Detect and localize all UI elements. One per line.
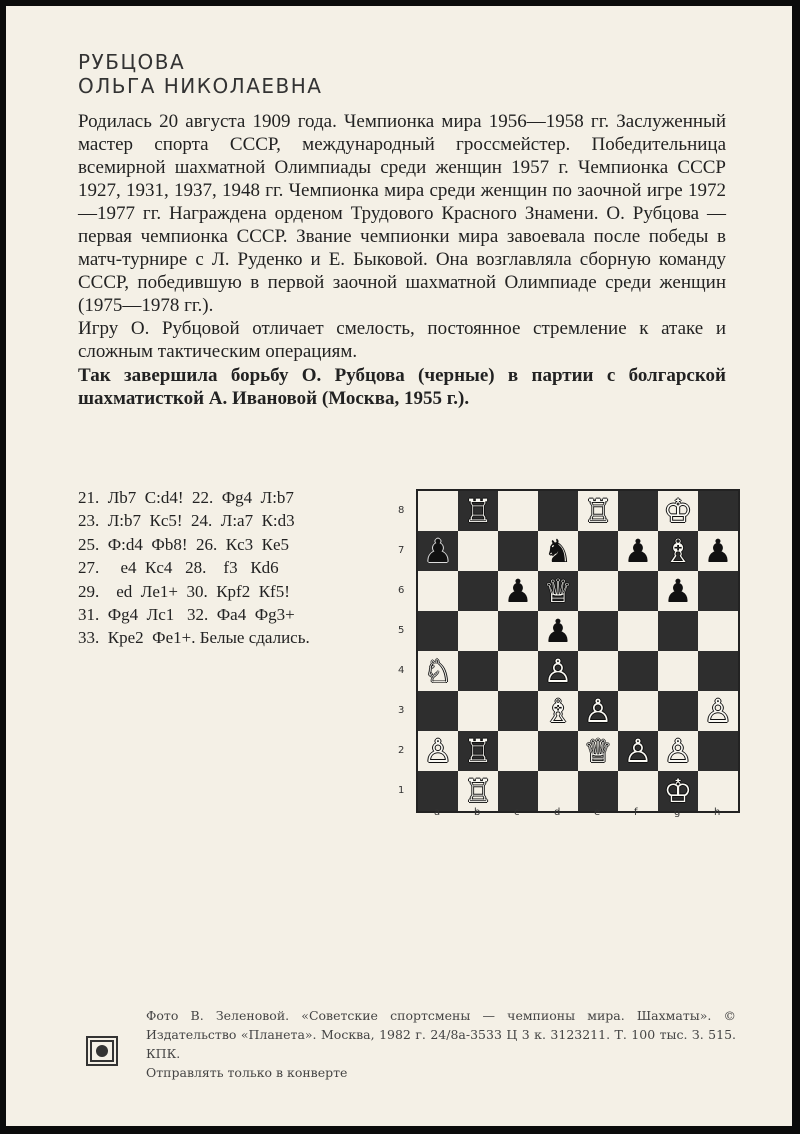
chess-piece-h7: ♟	[703, 532, 733, 570]
chess-piece-d6: ♕	[543, 572, 573, 610]
file-label: d	[554, 807, 561, 818]
bio-paragraph-2: Игру О. Рубцовой отличает смелость, постоянное стремление к атаке и сложным тактическим операциям.	[78, 318, 726, 362]
square-d1	[538, 771, 578, 811]
rank-label: 7	[398, 545, 405, 556]
square-e5	[578, 611, 618, 651]
chess-piece-e3: ♙	[583, 692, 613, 730]
game-intro: Так завершила борьбу О. Рубцова (черные) в партии с болгарской шахматисткой А. Ивановой (Москва, 1955 г.).	[78, 365, 726, 409]
chess-piece-h3: ♙	[703, 692, 733, 730]
file-label: g	[674, 807, 681, 818]
postcard-back	[6, 6, 792, 1126]
footer-mailing-note: Отправлять только в конверте	[146, 1065, 348, 1080]
square-d8	[538, 491, 578, 531]
square-a6	[418, 571, 458, 611]
square-e6	[578, 571, 618, 611]
chess-piece-g2: ♙	[663, 732, 693, 770]
chess-piece-g6: ♟	[663, 572, 693, 610]
square-a1	[418, 771, 458, 811]
footer-credits: Фото В. Зеленовой. «Советские спортсмены — чемпионы мира. Шахматы». © Издательство «Планета». Москва, 1982 г. 24/8а-3533 Ц 3 к. 3123211. Т. 100 тыс. З. 515. КПК.	[146, 1008, 736, 1061]
move-row: 33. Кpe2 Фe1+. Белые сдались.	[78, 628, 310, 648]
file-label: f	[634, 807, 638, 818]
move-row: 21. Лb7 С:d4! 22. Фg4 Л:b7	[78, 488, 294, 507]
square-g4	[658, 651, 698, 691]
square-b5	[458, 611, 498, 651]
chess-piece-b1: ♖	[463, 772, 493, 810]
square-g5	[658, 611, 698, 651]
square-f4	[618, 651, 658, 691]
rank-label: 8	[398, 505, 405, 516]
chess-diagram	[388, 481, 738, 826]
move-row: 31. Фg4 Лc1 32. Фa4 Фg3+	[78, 605, 295, 625]
move-row: 29. ed Лe1+ 30. Кpf2 Кf5!	[78, 581, 290, 601]
surname-heading: РУБЦОВА	[78, 50, 186, 74]
square-b7	[458, 531, 498, 571]
chess-piece-e2: ♕	[583, 732, 613, 770]
chess-piece-a7: ♟	[423, 532, 453, 570]
chess-piece-g1: ♔	[663, 772, 693, 810]
move-row: 27. e4 Кc4 28. f3 Кd6	[78, 558, 279, 578]
square-c2	[498, 731, 538, 771]
given-names-heading: ОЛЬГА НИКОЛАЕВНА	[78, 74, 323, 98]
publisher-logo-icon	[86, 1036, 118, 1066]
square-b6	[458, 571, 498, 611]
chess-piece-b8: ♖	[463, 492, 493, 530]
chess-piece-d3: ♗	[543, 692, 573, 730]
file-label: a	[434, 807, 441, 818]
square-g3	[658, 691, 698, 731]
square-c7	[498, 531, 538, 571]
move-row: 25. Ф:d4 Фb8! 26. Кc3 Кe5	[78, 534, 290, 554]
square-b4	[458, 651, 498, 691]
square-c1	[498, 771, 538, 811]
square-f1	[618, 771, 658, 811]
square-c8	[498, 491, 538, 531]
square-d2	[538, 731, 578, 771]
square-h6	[698, 571, 738, 611]
chess-board	[416, 489, 740, 813]
square-f6	[618, 571, 658, 611]
rank-label: 3	[398, 705, 405, 716]
footer	[146, 1006, 736, 1082]
square-a3	[418, 691, 458, 731]
square-c4	[498, 651, 538, 691]
square-h8	[698, 491, 738, 531]
square-h4	[698, 651, 738, 691]
square-h2	[698, 731, 738, 771]
chess-piece-d7: ♞	[543, 532, 573, 570]
square-h5	[698, 611, 738, 651]
square-e1	[578, 771, 618, 811]
square-e7	[578, 531, 618, 571]
chess-piece-e8: ♖	[583, 492, 613, 530]
rank-label: 5	[398, 625, 405, 636]
rank-label: 6	[398, 585, 405, 596]
file-label: e	[594, 807, 601, 818]
file-label: b	[474, 807, 481, 818]
chess-piece-d5: ♟	[543, 612, 573, 650]
chess-piece-g8: ♔	[663, 492, 693, 530]
file-label: c	[514, 807, 520, 818]
rank-label: 1	[398, 785, 405, 796]
rank-label: 4	[398, 665, 405, 676]
square-c3	[498, 691, 538, 731]
chess-piece-a2: ♙	[423, 732, 453, 770]
chess-piece-d4: ♙	[543, 652, 573, 690]
square-c5	[498, 611, 538, 651]
move-row: 23. Л:b7 Кc5! 24. Л:a7 К:d3	[78, 511, 295, 531]
chess-piece-b2: ♖	[463, 732, 493, 770]
bio-paragraph-1: Родилась 20 августа 1909 года. Чемпионка мира 1956—1958 гг. Заслуженный мастер спорта СССР, международный гроссмейстер. Победительница всемирной шахматной Олимпиады среди женщин 1957 г. Чемпионка СССР 1927, 1931, 1937, 1948 гг. Чемпионка мира среди женщин по заочной игре 1972—1977 гг. Награждена орденом Трудового Красного Знамени. О. Рубцова — первая чемпионка СССР. Звание чемпионки мира завоевала после победы в матч-турнире с Л. Руденко и Е. Быковой. Она возглавляла сборную команду СССР, победившую в первой заочной шахматной Олимпиаде среди женщин (1975—1978 гг.).	[78, 111, 726, 316]
square-a8	[418, 491, 458, 531]
square-f3	[618, 691, 658, 731]
square-a5	[418, 611, 458, 651]
chess-piece-c6: ♟	[503, 572, 533, 610]
chess-piece-f2: ♙	[623, 732, 653, 770]
square-b3	[458, 691, 498, 731]
square-e4	[578, 651, 618, 691]
chess-piece-a4: ♘	[423, 652, 453, 690]
chess-piece-g7: ♗	[663, 532, 693, 570]
square-h1	[698, 771, 738, 811]
move-list	[78, 486, 310, 650]
file-label: h	[714, 807, 721, 818]
square-f8	[618, 491, 658, 531]
rank-label: 2	[398, 745, 405, 756]
biography	[78, 110, 726, 410]
square-f5	[618, 611, 658, 651]
chess-piece-f7: ♟	[623, 532, 653, 570]
